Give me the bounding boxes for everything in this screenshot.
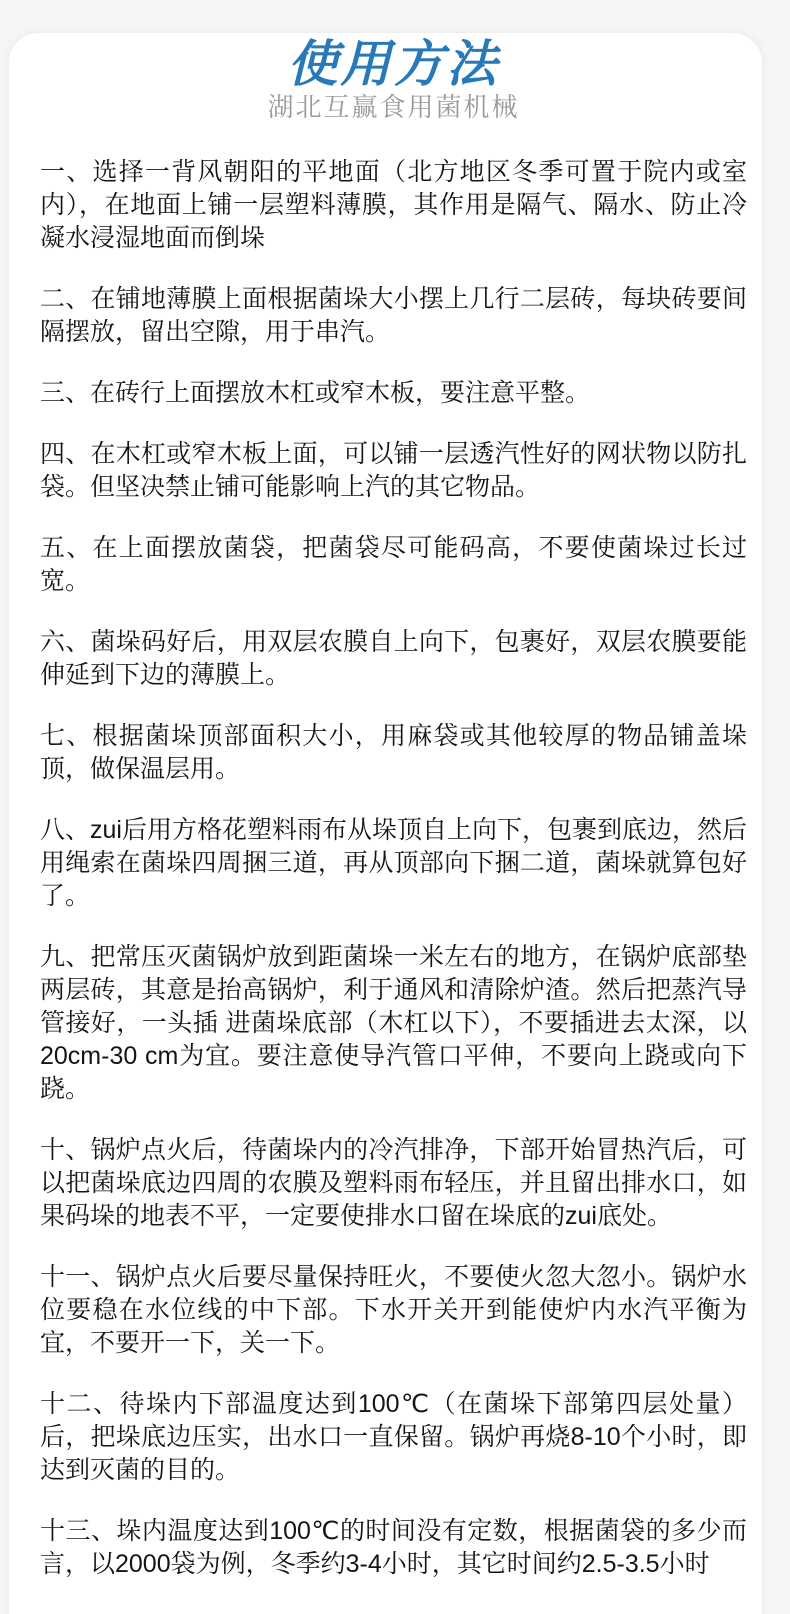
instruction-paragraph: 十三、垛内温度达到100℃的时间没有定数，根据菌袋的多少而言，以2000袋为例，冬季约3-4小时，其它时间约2.5-3.5小时 — [40, 1517, 747, 1578]
page-subtitle: 湖北互赢食用菌机械 — [267, 92, 520, 122]
page-title: 使用方法 — [287, 36, 500, 92]
instruction-paragraph: 六、菌垛码好后，用双层农膜自上向下，包裹好，双层农膜要能伸延到下边的薄膜上。 — [40, 628, 747, 689]
instruction-paragraph: 八、zui后用方格花塑料雨布从垛顶自上向下，包裹到底边，然后用绳索在菌垛四周捆三道，再从顶部向下捆二道，菌垛就算包好了。 — [40, 816, 747, 910]
instruction-card — [9, 33, 762, 1614]
instruction-paragraph: 二、在铺地薄膜上面根据菌垛大小摆上几行二层砖，每块砖要间隔摆放，留出空隙，用于串汽。 — [40, 285, 747, 346]
instruction-paragraph: 三、在砖行上面摆放木杠或窄木板，要注意平整。 — [40, 379, 591, 407]
instruction-paragraph: 一、选择一背风朝阳的平地面（北方地区冬季可置于院内或室内），在地面上铺一层塑料薄膜，其作用是隔气、隔水、防止冷凝水浸湿地面而倒垛 — [40, 158, 747, 252]
instruction-paragraph: 十一、锅炉点火后要尽量保持旺火，不要使火忽大忽小。锅炉水位要稳在水位线的中下部。下水开关开到能使炉内水汽平衡为宜，不要开一下，关一下。 — [40, 1263, 747, 1357]
instruction-paragraph: 四、在木杠或窄木板上面，可以铺一层透汽性好的网状物以防扎袋。但坚决禁止铺可能影响上汽的其它物品。 — [40, 440, 747, 501]
instructions-list — [40, 156, 747, 1581]
instruction-paragraph: 五、在上面摆放菌袋，把菌袋尽可能码高，不要使菌垛过长过宽。 — [40, 534, 747, 595]
instruction-paragraph: 九、把常压灭菌锅炉放到距菌垛一米左右的地方，在锅炉底部垫两层砖，其意是抬高锅炉，利于通风和清除炉渣。然后把蒸汽导管接好，一头插 进菌垛底部（木杠以下），不要插进去太深，以20cm-30 cm为宜。要注意使导汽管口平伸，不要向上跷或向下跷。 — [40, 943, 747, 1103]
instruction-paragraph: 十、锅炉点火后，待菌垛内的冷汽排净，下部开始冒热汽后，可以把菌垛底边四周的农膜及塑料雨布轻压，并且留出排水口，如果码垛的地表不平，一定要使排水口留在垛底的zui底处。 — [40, 1136, 747, 1230]
instruction-paragraph: 七、根据菌垛顶部面积大小，用麻袋或其他较厚的物品铺盖垛顶，做保温层用。 — [40, 722, 747, 783]
instruction-paragraph: 十二、待垛内下部温度达到100℃（在菌垛下部第四层处量）后，把垛底边压实，出水口一直保留。锅炉再烧8-10个小时，即达到灭菌的目的。 — [40, 1390, 747, 1484]
